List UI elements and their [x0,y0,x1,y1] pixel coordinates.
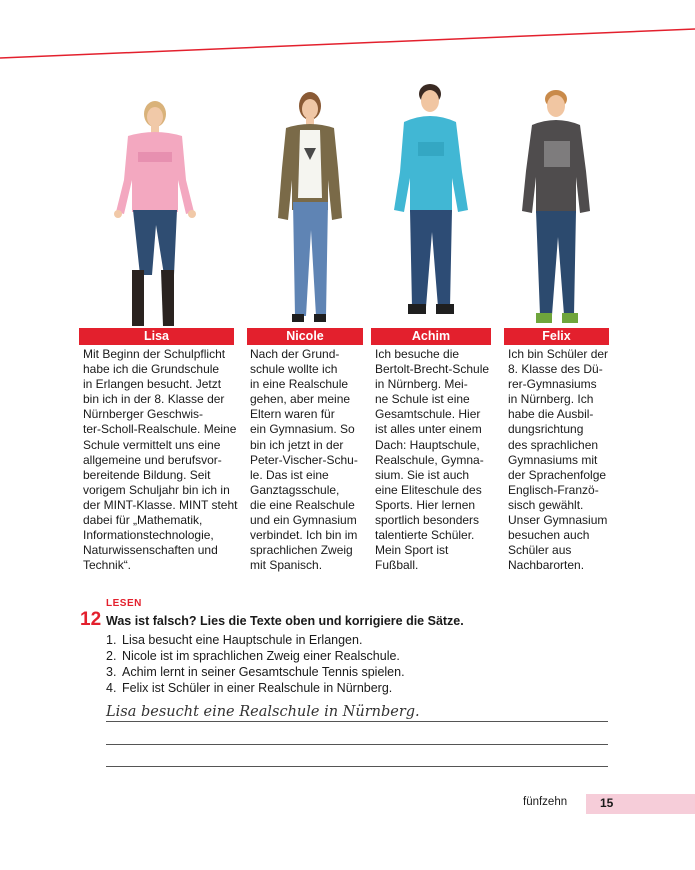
answer-line-3[interactable] [106,766,608,767]
page-number-word: fünfzehn [523,796,568,808]
task-title: Was ist falsch? Lies die Texte oben und korrigiere die Sätze. [106,614,464,628]
photo-nicole [268,90,348,330]
text-achim: Ich besuche die Bertolt-Brecht-Schule in Nürnberg. Mei- ne Schule ist eine Gesamtschule. Hier ist alles unter einem Dach: Hauptschule, Realschule, Gymna- sium. Sie ist auch eine Eliteschule des Sports. Hier lernen sportlich besonders talentierte Schüler. Mein Sport ist Fußball. [375,347,490,573]
photo-lisa [108,100,208,330]
list-item: 3. Achim lernt in seiner Gesamtschule Tennis spielen. [106,665,405,679]
text-felix: Ich bin Schüler der 8. Klasse des Dü- rer-Gymnasiums in Nürnberg. Ich habe die Ausbil- dungsrichtung des sprachlichen Gymnasiums mit der Sprachenfolge Englisch-Franzö- sisch gewählt. Unser Gymnasium besuchen auch Schüler aus Nachbarorten. [508,347,609,573]
section-tag: LESEN [106,598,142,609]
photo-felix [522,87,594,332]
name-bar-felix: Felix [504,328,609,345]
text-nicole: Nach der Grund- schule wollte ich in eine Realschule gehen, aber meine Eltern waren für ein Gymnasium. So bin ich jetzt in der Peter-Vischer-Schu- le. Das ist eine Ganztagsschule, die eine Realschule und ein Gymnasium verbindet. Ich bin im sprachlichen Zweig mit Spanisch. [250,347,358,573]
task-list [106,632,405,696]
answer-line-2[interactable] [106,744,608,745]
photo-achim [390,82,476,332]
answer-line-1[interactable] [106,721,608,722]
name-bar-lisa: Lisa [79,328,234,345]
page-number: 15 [600,796,614,810]
task-number: 12 [80,609,102,630]
list-item: 2. Nicole ist im sprachlichen Zweig einer Realschule. [106,649,400,663]
handwritten-answer: Lisa besucht eine Realschule in Nürnberg. [106,704,420,720]
top-red-line [0,0,695,70]
name-bar-nicole: Nicole [247,328,363,345]
list-item: 4. Felix ist Schüler in einer Realschule in Nürnberg. [106,681,393,695]
list-item: 1. Lisa besucht eine Hauptschule in Erlangen. [106,633,363,647]
name-bar-achim: Achim [371,328,491,345]
text-lisa: Mit Beginn der Schulpflicht habe ich die Grundschule in Erlangen besucht. Jetzt bin ich in der 8. Klasse der Nürnberger Geschwis- ter-Scholl-Realschule. Meine Schule vermittelt uns eine allgemeine und berufsvor- bereitende Bildung. Seit vorigem Schuljahr bin ich in der MINT-Klasse. MINT steht dabei für „Mathematik, Informationstechnologie, Naturwissenschaften und Technik“. [83,347,238,573]
